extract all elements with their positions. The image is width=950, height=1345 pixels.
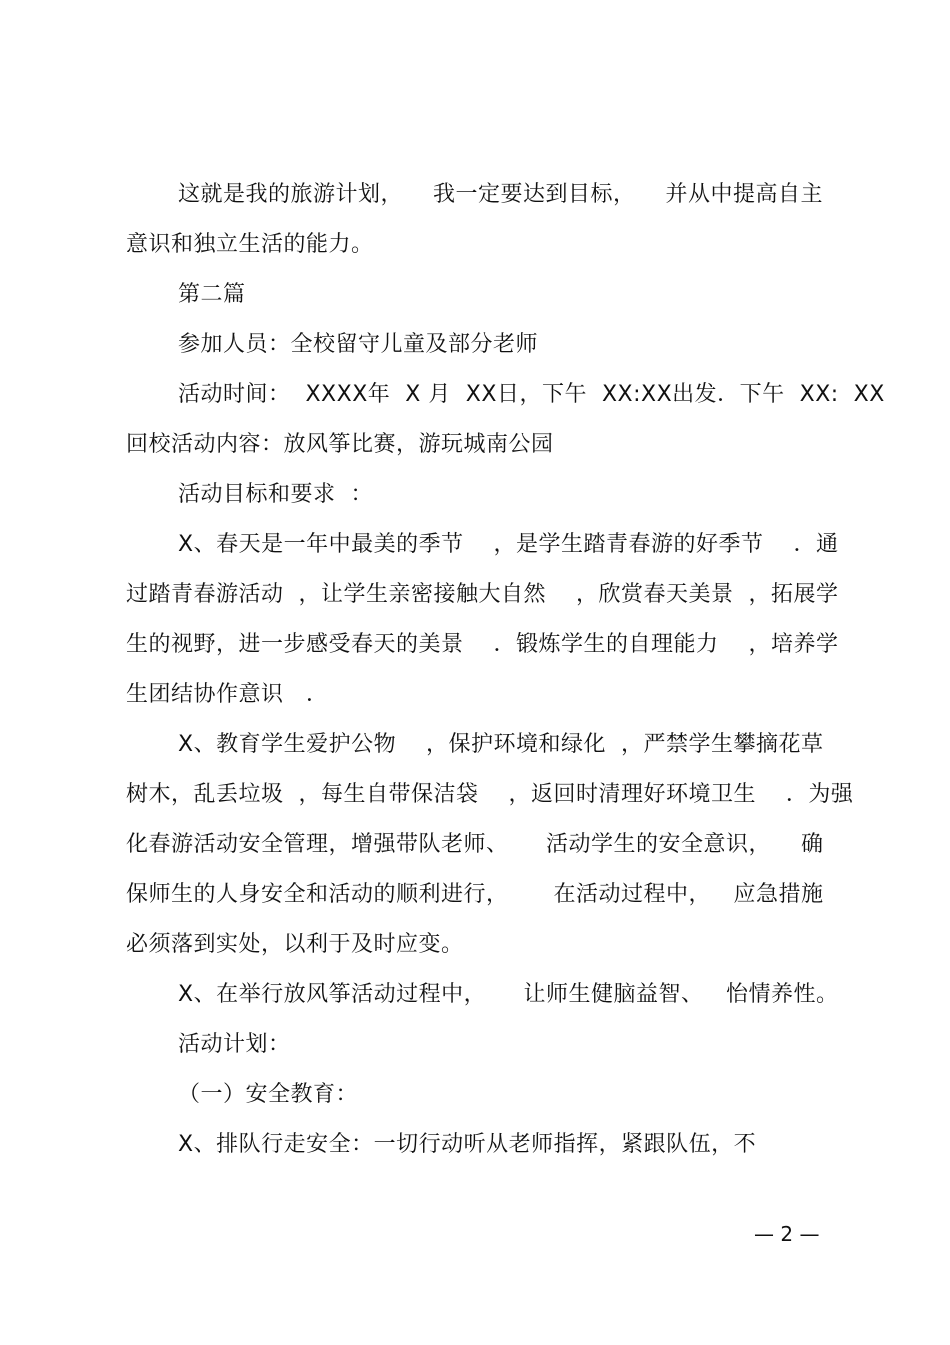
paragraph-line: 意识和独立生活的能力。	[126, 232, 374, 257]
paragraph-line: X、春天是一年中最美的季节 ，是学生踏青春游的好季节 ．通	[178, 532, 839, 557]
paragraph-line: 生团结协作意识 ．	[126, 682, 329, 707]
paragraph-line: 树木，乱丢垃圾 ，每生自带保洁袋 ，返回时清理好环境卫生 ．为强	[126, 782, 854, 807]
page-number: — 2 —	[754, 1222, 820, 1246]
paragraph-line: 必须落到实处，以利于及时应变。	[126, 932, 464, 957]
paragraph-line: 化春游活动安全管理，增强带队老师、 活动学生的安全意识， 确	[126, 832, 824, 857]
paragraph-line: X、在举行放风筝活动过程中， 让师生健脑益智、 怡情养性。	[178, 982, 839, 1007]
paragraph-line: （一）安全教育：	[178, 1082, 359, 1107]
section-heading: 第二篇	[178, 282, 246, 307]
paragraph-line: 活动目标和要求 ：	[178, 482, 373, 507]
paragraph-line: 过踏青春游活动 ，让学生亲密接触大自然 ，欣赏春天美景 ，拓展学	[126, 582, 839, 607]
paragraph-line: 参加人员：全校留守儿童及部分老师	[178, 332, 539, 357]
paragraph-line: X、教育学生爱护公物 ，保护环境和绿化 ，严禁学生攀摘花草	[178, 732, 824, 757]
paragraph-line: 活动时间： XXXX年 X 月 XX日，下午 XX:XX出发．下午 XX: XX	[178, 382, 885, 407]
paragraph-line: 活动计划：	[178, 1032, 291, 1057]
paragraph-line: 保师生的人身安全和活动的顺利进行， 在活动过程中， 应急措施	[126, 882, 824, 907]
paragraph-line: 生的视野，进一步感受春天的美景 ．锻炼学生的自理能力 ，培养学	[126, 632, 839, 657]
paragraph-line: 这就是我的旅游计划， 我一定要达到目标， 并从中提高自主	[178, 182, 823, 207]
paragraph-line: 回校活动内容：放风筝比赛，游玩城南公园	[126, 432, 554, 457]
paragraph-line: X、排队行走安全：一切行动听从老师指挥，紧跟队伍，不	[178, 1132, 757, 1157]
